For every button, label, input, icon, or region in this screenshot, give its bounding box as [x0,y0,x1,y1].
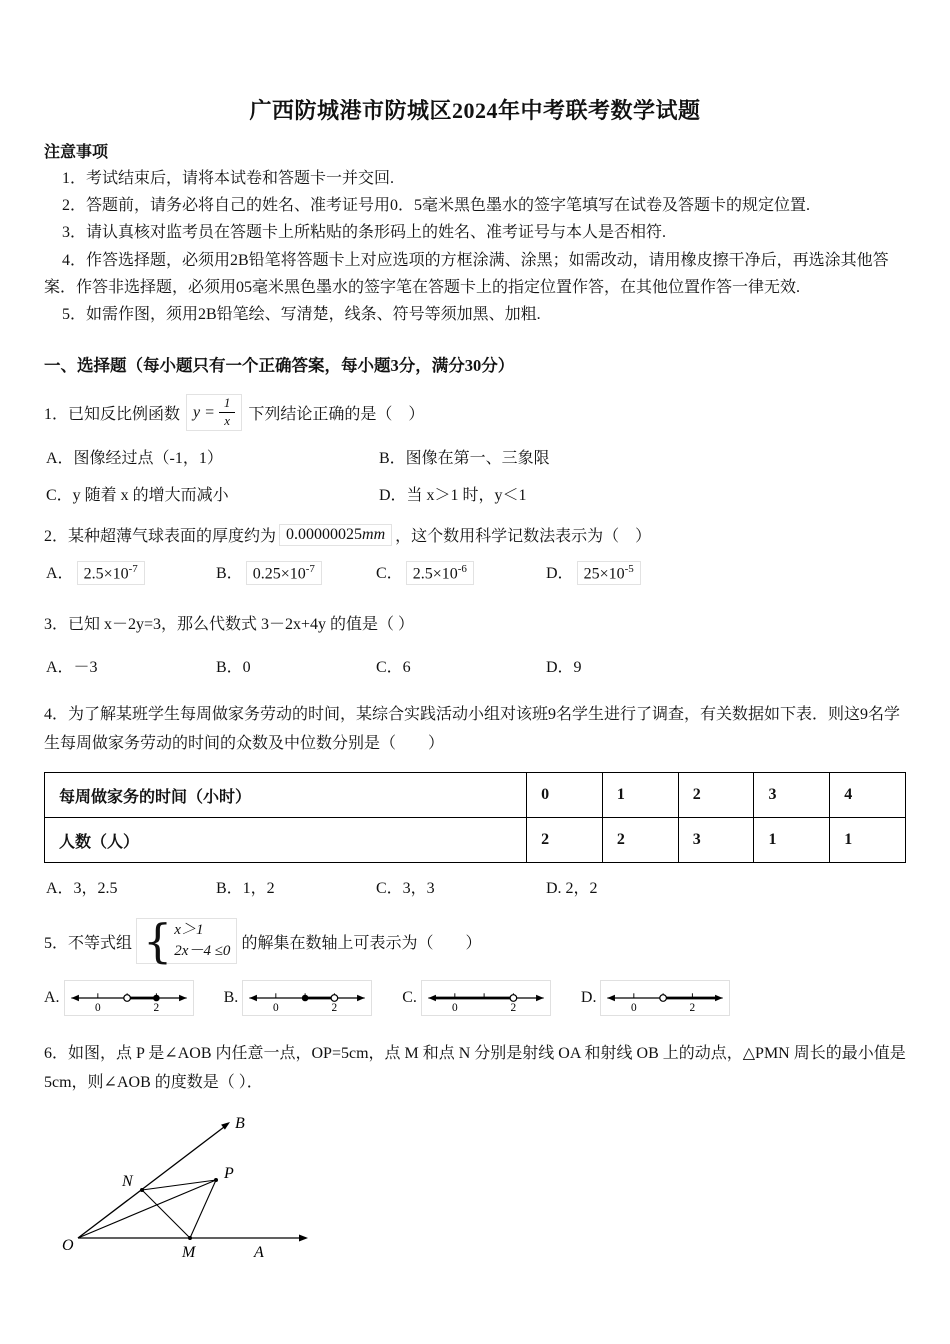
numberline-a [64,980,194,1016]
q3-option-b: B．0 [216,658,251,676]
open-circle-icon [331,995,338,1002]
arrow-right-icon [536,995,544,1001]
q4-data-table [44,772,906,863]
section-1-header: 一、选择题（每小题只有一个正确答案，每小题3分，满分30分） [44,356,515,376]
notes-header: 注意事项 [44,144,109,161]
q3-option-c: C．6 [376,658,411,676]
q5-inequality-system [136,913,237,968]
numberline-d [600,980,730,1016]
question-4 [44,701,906,899]
question-3 [44,611,906,677]
question-5 [44,913,906,1016]
q4-options [44,875,906,898]
q5-option-a-label: A. [44,989,60,1007]
tick-label-2: 2 [331,1002,338,1015]
filled-circle-icon [153,995,160,1002]
tick-label-2: 2 [510,1002,517,1015]
q2-value [279,524,392,546]
table-cell: 1 [754,818,830,863]
fraction-denominator: x [224,413,231,429]
table-cell: 2 [602,818,678,863]
q2-option-b-label: B． [216,565,243,582]
table-header-count: 人数（人） [45,818,527,863]
numberline-c [421,980,551,1016]
open-circle-icon [123,995,130,1002]
note-item-2: 2．答题前，请务必将自己的姓名、准考证号用0．5毫米黑色墨水的签字笔填写在试卷及答题卡的规定位置. [62,197,811,215]
q5-system-lines [174,920,230,962]
q2-option-a-exp: -7 [128,562,138,575]
point-m-dot [188,1236,192,1240]
tick-label-2: 2 [690,1002,696,1015]
q1-prefix: 1．已知反比例函数 [44,406,181,424]
q1-formula-lhs: y = [193,403,215,421]
tick-label-0: 0 [273,1002,279,1015]
q1-option-b: B．图像在第一、三象限 [379,450,550,467]
label-P: P [224,1164,234,1182]
open-circle-icon [660,995,667,1002]
q1-suffix: 下列结论正确的是（ ） [248,406,425,424]
q2-option-b-base: 0.25×10 [252,565,306,582]
question-2-stem [44,523,906,546]
tick-label-0: 0 [451,1002,458,1015]
q2-option-a [46,560,216,585]
table-cell: 4 [830,773,906,818]
table-cell: 2 [527,818,603,863]
q5-option-d-label: D. [580,989,597,1007]
arrow-right-icon [357,995,365,1001]
q5-inequality-1: x＞1 [174,922,204,939]
q2-option-d [546,560,906,585]
q5-inequality-2: 2x－4 ≤0 [174,943,231,960]
q1-options [44,445,906,505]
q2-value-number: 0.00000025 [286,525,363,543]
numberline-b [242,980,372,1016]
tick-label-0: 0 [631,1002,638,1015]
question-6-stem: 6．如图，点 P 是∠AOB 内任意一点，OP=5cm，点 M 和点 N 分别是射线 OA 和射线 OB 上的动点，△PMN 周长的最小值是 5cm，则∠AOB 的度数是（ ）． [44,1045,906,1092]
arrow-left-icon [250,995,258,1001]
note-item-4: 4．作答选择题，必须用2B铅笔将答题卡上对应选项的方框涂满、涂黑；如需改动，请用橡皮擦干净后，再选涂其他答案．作答非选择题，必须用05毫米黑色墨水的签字笔在答题卡上的指定位置作答，在其他位置作答一律无效. [44,251,889,296]
q2-option-b [216,560,376,585]
q2-option-d-base: 25×10 [583,565,625,582]
q1-option-c: C．y 随着 x 的增大而减小 [46,487,229,504]
q2-option-a-base: 2.5×10 [83,565,129,582]
note-item-1: 1．考试结束后，请将本试卷和答题卡一并交回. [62,170,395,187]
q1-option-a: A．图像经过点（-1，1） [46,450,223,467]
label-M: M [182,1243,196,1261]
q2-prefix: 2．某种超薄气球表面的厚度约为 [44,528,277,545]
note-item-5: 5．如需作图，须用2B铅笔绘、写清楚，线条、符号等须加黑、加粗. [62,305,541,323]
table-cell: 0 [527,773,603,818]
q5-option-c [402,980,551,1016]
arrow-left-icon [608,995,616,1001]
q4-option-b: B．1，2 [216,880,275,898]
fraction [219,396,236,429]
q1-option-d: D．当 x＞1 时，y＜1 [379,487,527,504]
point-n-dot [140,1188,144,1192]
q5-option-b [224,980,373,1016]
table-cell: 1 [602,773,678,818]
q1-formula [186,394,242,431]
tick-label-2: 2 [153,1002,159,1015]
question-2 [44,523,906,585]
arrow-right-icon [716,995,724,1001]
q5-option-d [581,980,731,1016]
table-cell: 2 [678,773,754,818]
note-item-3: 3．请认真核对监考员在答题卡上所粘贴的条形码上的姓名、准考证号与本人是否相符. [62,224,667,242]
question-6 [44,1040,906,1269]
q2-options [44,560,906,585]
arrow-left-icon [71,995,79,1001]
arrow-right-icon [179,995,187,1001]
question-3-stem: 3．已知 x－2y=3，那么代数式 3－2x+4y 的值是（ ） [44,616,415,633]
question-1-stem [44,394,906,431]
question-5-stem [44,913,906,968]
q2-option-c-base: 2.5×10 [412,565,458,582]
table-row-time [45,773,906,818]
q5-option-a [44,980,194,1016]
table-cell: 1 [830,818,906,863]
table-row-count [45,818,906,863]
table-header-time: 每周做家务的时间（小时） [45,773,527,818]
q2-option-d-label: D． [546,565,574,582]
q2-option-c-exp: -6 [457,562,467,575]
q5-numberline-options [44,980,906,1016]
notes-section [44,139,906,328]
filled-circle-icon [302,995,309,1002]
q4-option-d: D. 2，2 [546,880,598,898]
question-4-stem: 4．为了解某班学生每周做家务劳动的时间，某综合实践活动小组对该班9名学生进行了调查，有关数据如下表．则这9名学生每周做家务劳动的时间的众数及中位数分别是（ ） [44,705,901,752]
q6-geometry-figure [58,1112,328,1264]
q4-option-c: C．3，3 [376,880,435,898]
q3-option-a: A．－3 [46,658,98,676]
table-cell: 3 [754,773,830,818]
q2-option-b-exp: -7 [305,562,315,575]
q2-option-c [376,560,546,585]
open-circle-icon [510,995,517,1002]
q3-option-d: D．9 [546,658,582,676]
q5-suffix: 的解集在数轴上可表示为（ ） [241,934,482,952]
question-1 [44,394,906,505]
q5-option-c-label: C. [402,989,417,1007]
page-title: 广西防城港市防城区2024年中考联考数学试题 [249,98,701,123]
ray-oa-arrow-icon [299,1234,308,1241]
tick-label-0: 0 [94,1002,101,1015]
label-N: N [122,1172,133,1190]
point-p-dot [214,1178,218,1182]
label-A: A [254,1243,264,1261]
q5-option-b-label: B. [223,989,239,1007]
q2-value-unit: mm [362,525,386,543]
q4-option-a: A．3，2.5 [46,880,118,898]
q5-prefix: 5．不等式组 [44,934,133,952]
brace-glyph: { [143,913,173,968]
q2-option-c-label: C． [376,565,403,582]
fraction-numerator: 1 [219,396,236,413]
q2-suffix: ，这个数用科学记数法表示为（ ） [395,528,652,545]
table-cell: 3 [678,818,754,863]
q2-option-d-exp: -5 [624,562,634,575]
label-O: O [62,1236,74,1254]
q3-options [44,654,906,677]
q2-option-a-label: A． [46,565,74,582]
label-B: B [235,1114,245,1132]
